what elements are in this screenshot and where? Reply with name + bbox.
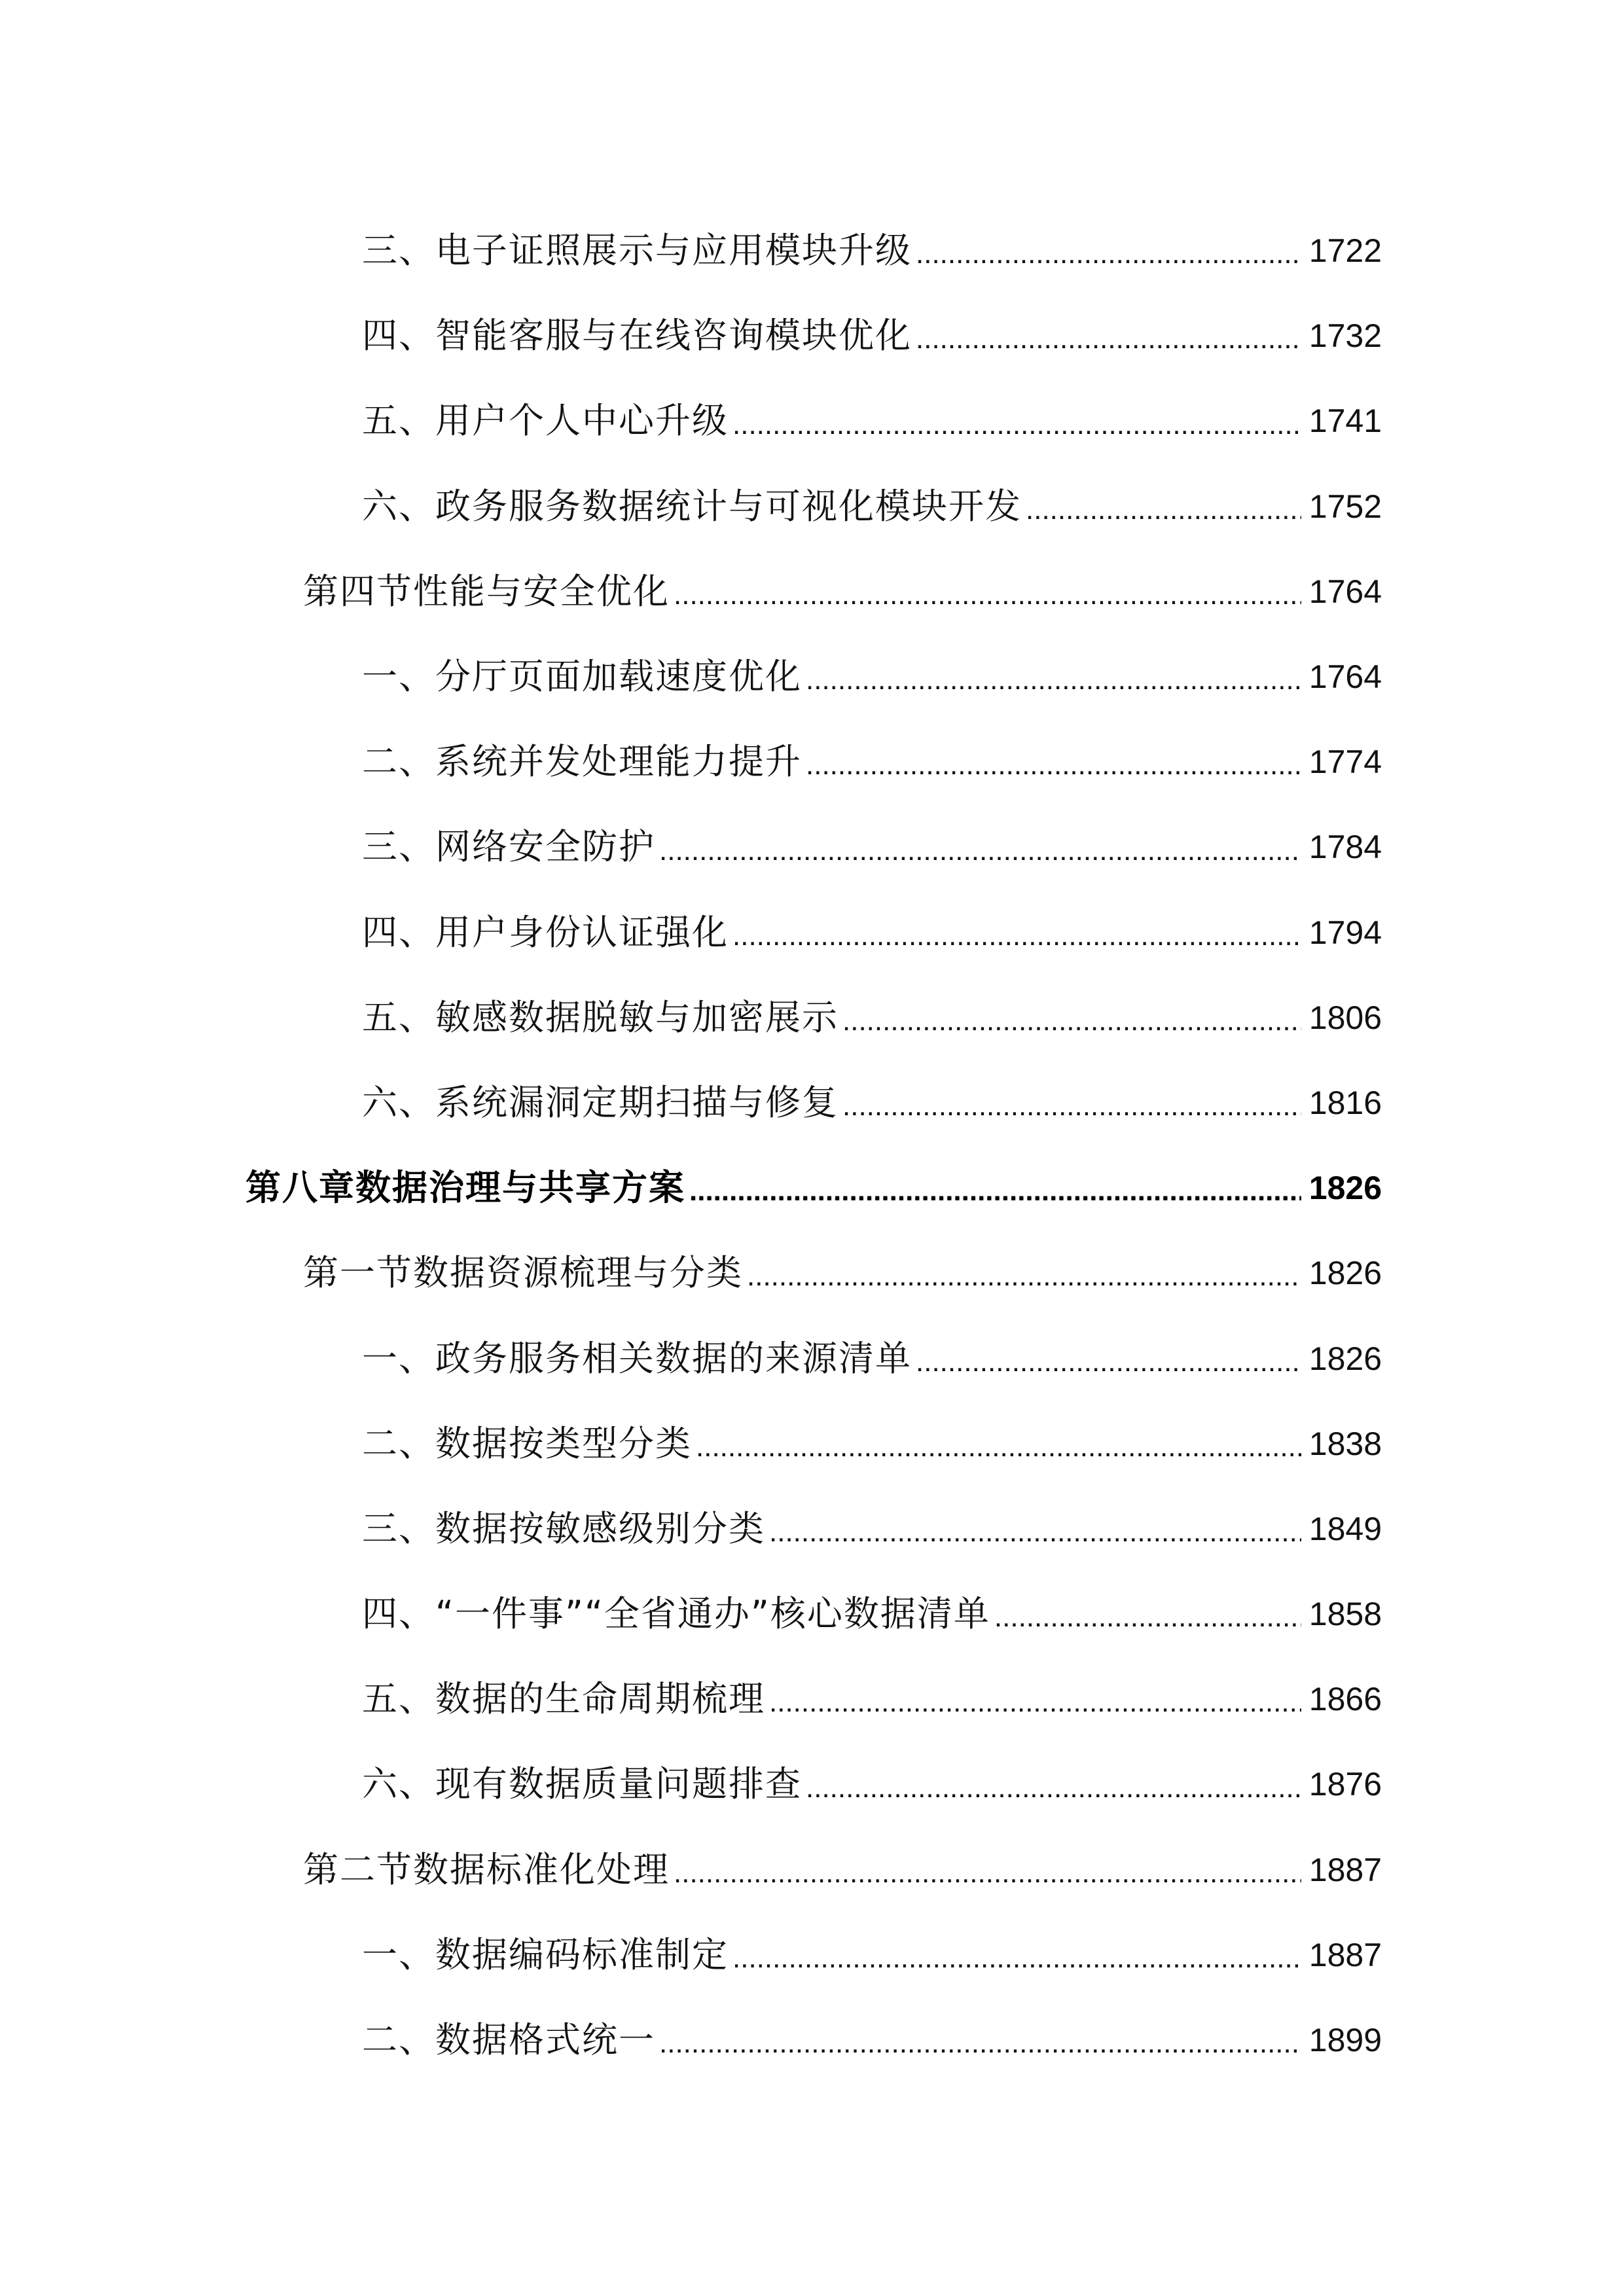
- toc-page-number: 1764: [1308, 658, 1382, 696]
- toc-entry[interactable]: [0, 208, 1624, 293]
- toc-entry-title: 第一节数据资源梳理与分类: [303, 1252, 743, 1294]
- toc-page-number: 1764: [1308, 573, 1382, 610]
- toc-entry-title: 五、用户个人中心升级: [362, 400, 729, 442]
- toc-entry-title: 四、“一件事”“全省通办”核心数据清单: [362, 1593, 990, 1635]
- toc-section-entry[interactable]: [0, 549, 1624, 634]
- toc-dot-leader: [1026, 464, 1301, 549]
- toc-entry-title: 四、用户身份认证强化: [362, 911, 729, 953]
- toc-entry[interactable]: [0, 719, 1624, 804]
- toc-dot-leader: [842, 975, 1301, 1060]
- toc-entry-title: 五、敏感数据脱敏与加密展示: [362, 996, 839, 1038]
- table-of-contents: [0, 208, 1624, 2083]
- toc-entry-title: 三、网络安全防护: [362, 826, 655, 868]
- toc-page-number: 1794: [1308, 914, 1382, 951]
- toc-dot-leader: [916, 293, 1301, 378]
- toc-entry[interactable]: [0, 1998, 1624, 2083]
- toc-dot-leader: [916, 1316, 1301, 1401]
- toc-page-number: 1774: [1308, 744, 1382, 781]
- toc-dot-leader: [696, 1401, 1301, 1486]
- toc-entry[interactable]: [0, 1657, 1624, 1742]
- toc-page-number: 1826: [1308, 1340, 1382, 1377]
- toc-entry[interactable]: [0, 464, 1624, 549]
- toc-entry[interactable]: [0, 378, 1624, 463]
- toc-entry-title: 六、政务服务数据统计与可视化模块开发: [362, 485, 1022, 527]
- toc-entry[interactable]: [0, 1401, 1624, 1486]
- toc-page-number: 1732: [1308, 317, 1382, 355]
- toc-dot-leader: [732, 890, 1301, 975]
- toc-dot-leader: [732, 378, 1301, 463]
- toc-entry-title: 三、数据按敏感级别分类: [362, 1507, 765, 1549]
- toc-page-number: 1752: [1308, 488, 1382, 525]
- toc-page-number: 1826: [1308, 1170, 1382, 1207]
- toc-dot-leader: [842, 1060, 1301, 1145]
- toc-page-number: 1784: [1308, 829, 1382, 866]
- toc-entry[interactable]: [0, 1571, 1624, 1657]
- toc-entry[interactable]: [0, 1742, 1624, 1827]
- toc-page-number: 1826: [1308, 1255, 1382, 1292]
- toc-entry[interactable]: [0, 1060, 1624, 1145]
- toc-section-entry[interactable]: [0, 1230, 1624, 1316]
- toc-entry-title: 六、系统漏洞定期扫描与修复: [362, 1081, 839, 1123]
- toc-entry-title: 二、系统并发处理能力提升: [362, 741, 802, 783]
- toc-page-number: 1887: [1308, 1851, 1382, 1888]
- toc-entry[interactable]: [0, 1316, 1624, 1401]
- toc-dot-leader: [769, 1657, 1301, 1742]
- toc-entry[interactable]: [0, 975, 1624, 1060]
- toc-dot-leader: [747, 1230, 1301, 1316]
- toc-dot-leader: [769, 1486, 1301, 1571]
- toc-entry-title: 五、数据的生命周期梳理: [362, 1678, 765, 1720]
- toc-entry-title: 一、政务服务相关数据的来源清单: [362, 1337, 912, 1379]
- toc-entry-title: 一、数据编码标准制定: [362, 1933, 729, 1975]
- toc-page-number: 1838: [1308, 1425, 1382, 1462]
- toc-page-number: 1887: [1308, 1936, 1382, 1973]
- toc-entry[interactable]: [0, 890, 1624, 975]
- toc-entry[interactable]: [0, 804, 1624, 889]
- toc-dot-leader: [674, 549, 1301, 634]
- toc-entry[interactable]: [0, 1486, 1624, 1571]
- toc-page-number: 1722: [1308, 232, 1382, 270]
- toc-page-number: 1866: [1308, 1681, 1382, 1718]
- toc-entry[interactable]: [0, 634, 1624, 719]
- toc-dot-leader: [659, 1998, 1301, 2083]
- toc-dot-leader: [659, 804, 1301, 889]
- toc-page-number: 1858: [1308, 1596, 1382, 1633]
- toc-section-entry[interactable]: [0, 1827, 1624, 1912]
- toc-page-number: 1816: [1308, 1084, 1382, 1121]
- toc-page-number: 1876: [1308, 1766, 1382, 1803]
- toc-dot-leader: [674, 1827, 1301, 1912]
- toc-entry-title: 一、分厅页面加载速度优化: [362, 656, 802, 698]
- toc-entry[interactable]: [0, 1912, 1624, 1998]
- toc-chapter-entry[interactable]: [0, 1145, 1624, 1230]
- toc-entry-title: 第二节数据标准化处理: [303, 1848, 670, 1890]
- toc-dot-leader: [916, 208, 1301, 293]
- toc-page-number: 1741: [1308, 403, 1382, 440]
- toc-dot-leader: [806, 1742, 1301, 1827]
- toc-entry-title: 六、现有数据质量问题排查: [362, 1763, 802, 1805]
- toc-entry-title: 四、智能客服与在线咨询模块优化: [362, 315, 912, 357]
- toc-entry-title: 第四节性能与安全优化: [303, 570, 670, 612]
- toc-entry-title: 第八章数据治理与共享方案: [245, 1167, 685, 1209]
- toc-entry[interactable]: [0, 293, 1624, 378]
- toc-dot-leader: [689, 1145, 1301, 1230]
- toc-page-number: 1849: [1308, 1510, 1382, 1547]
- toc-dot-leader: [806, 719, 1301, 804]
- toc-page-number: 1806: [1308, 999, 1382, 1036]
- toc-page-number: 1899: [1308, 2022, 1382, 2059]
- toc-entry-title: 三、电子证照展示与应用模块升级: [362, 230, 912, 272]
- toc-entry-title: 二、数据按类型分类: [362, 1422, 692, 1464]
- toc-dot-leader: [732, 1912, 1301, 1998]
- toc-dot-leader: [994, 1571, 1301, 1657]
- toc-dot-leader: [806, 634, 1301, 719]
- toc-entry-title: 二、数据格式统一: [362, 2019, 655, 2061]
